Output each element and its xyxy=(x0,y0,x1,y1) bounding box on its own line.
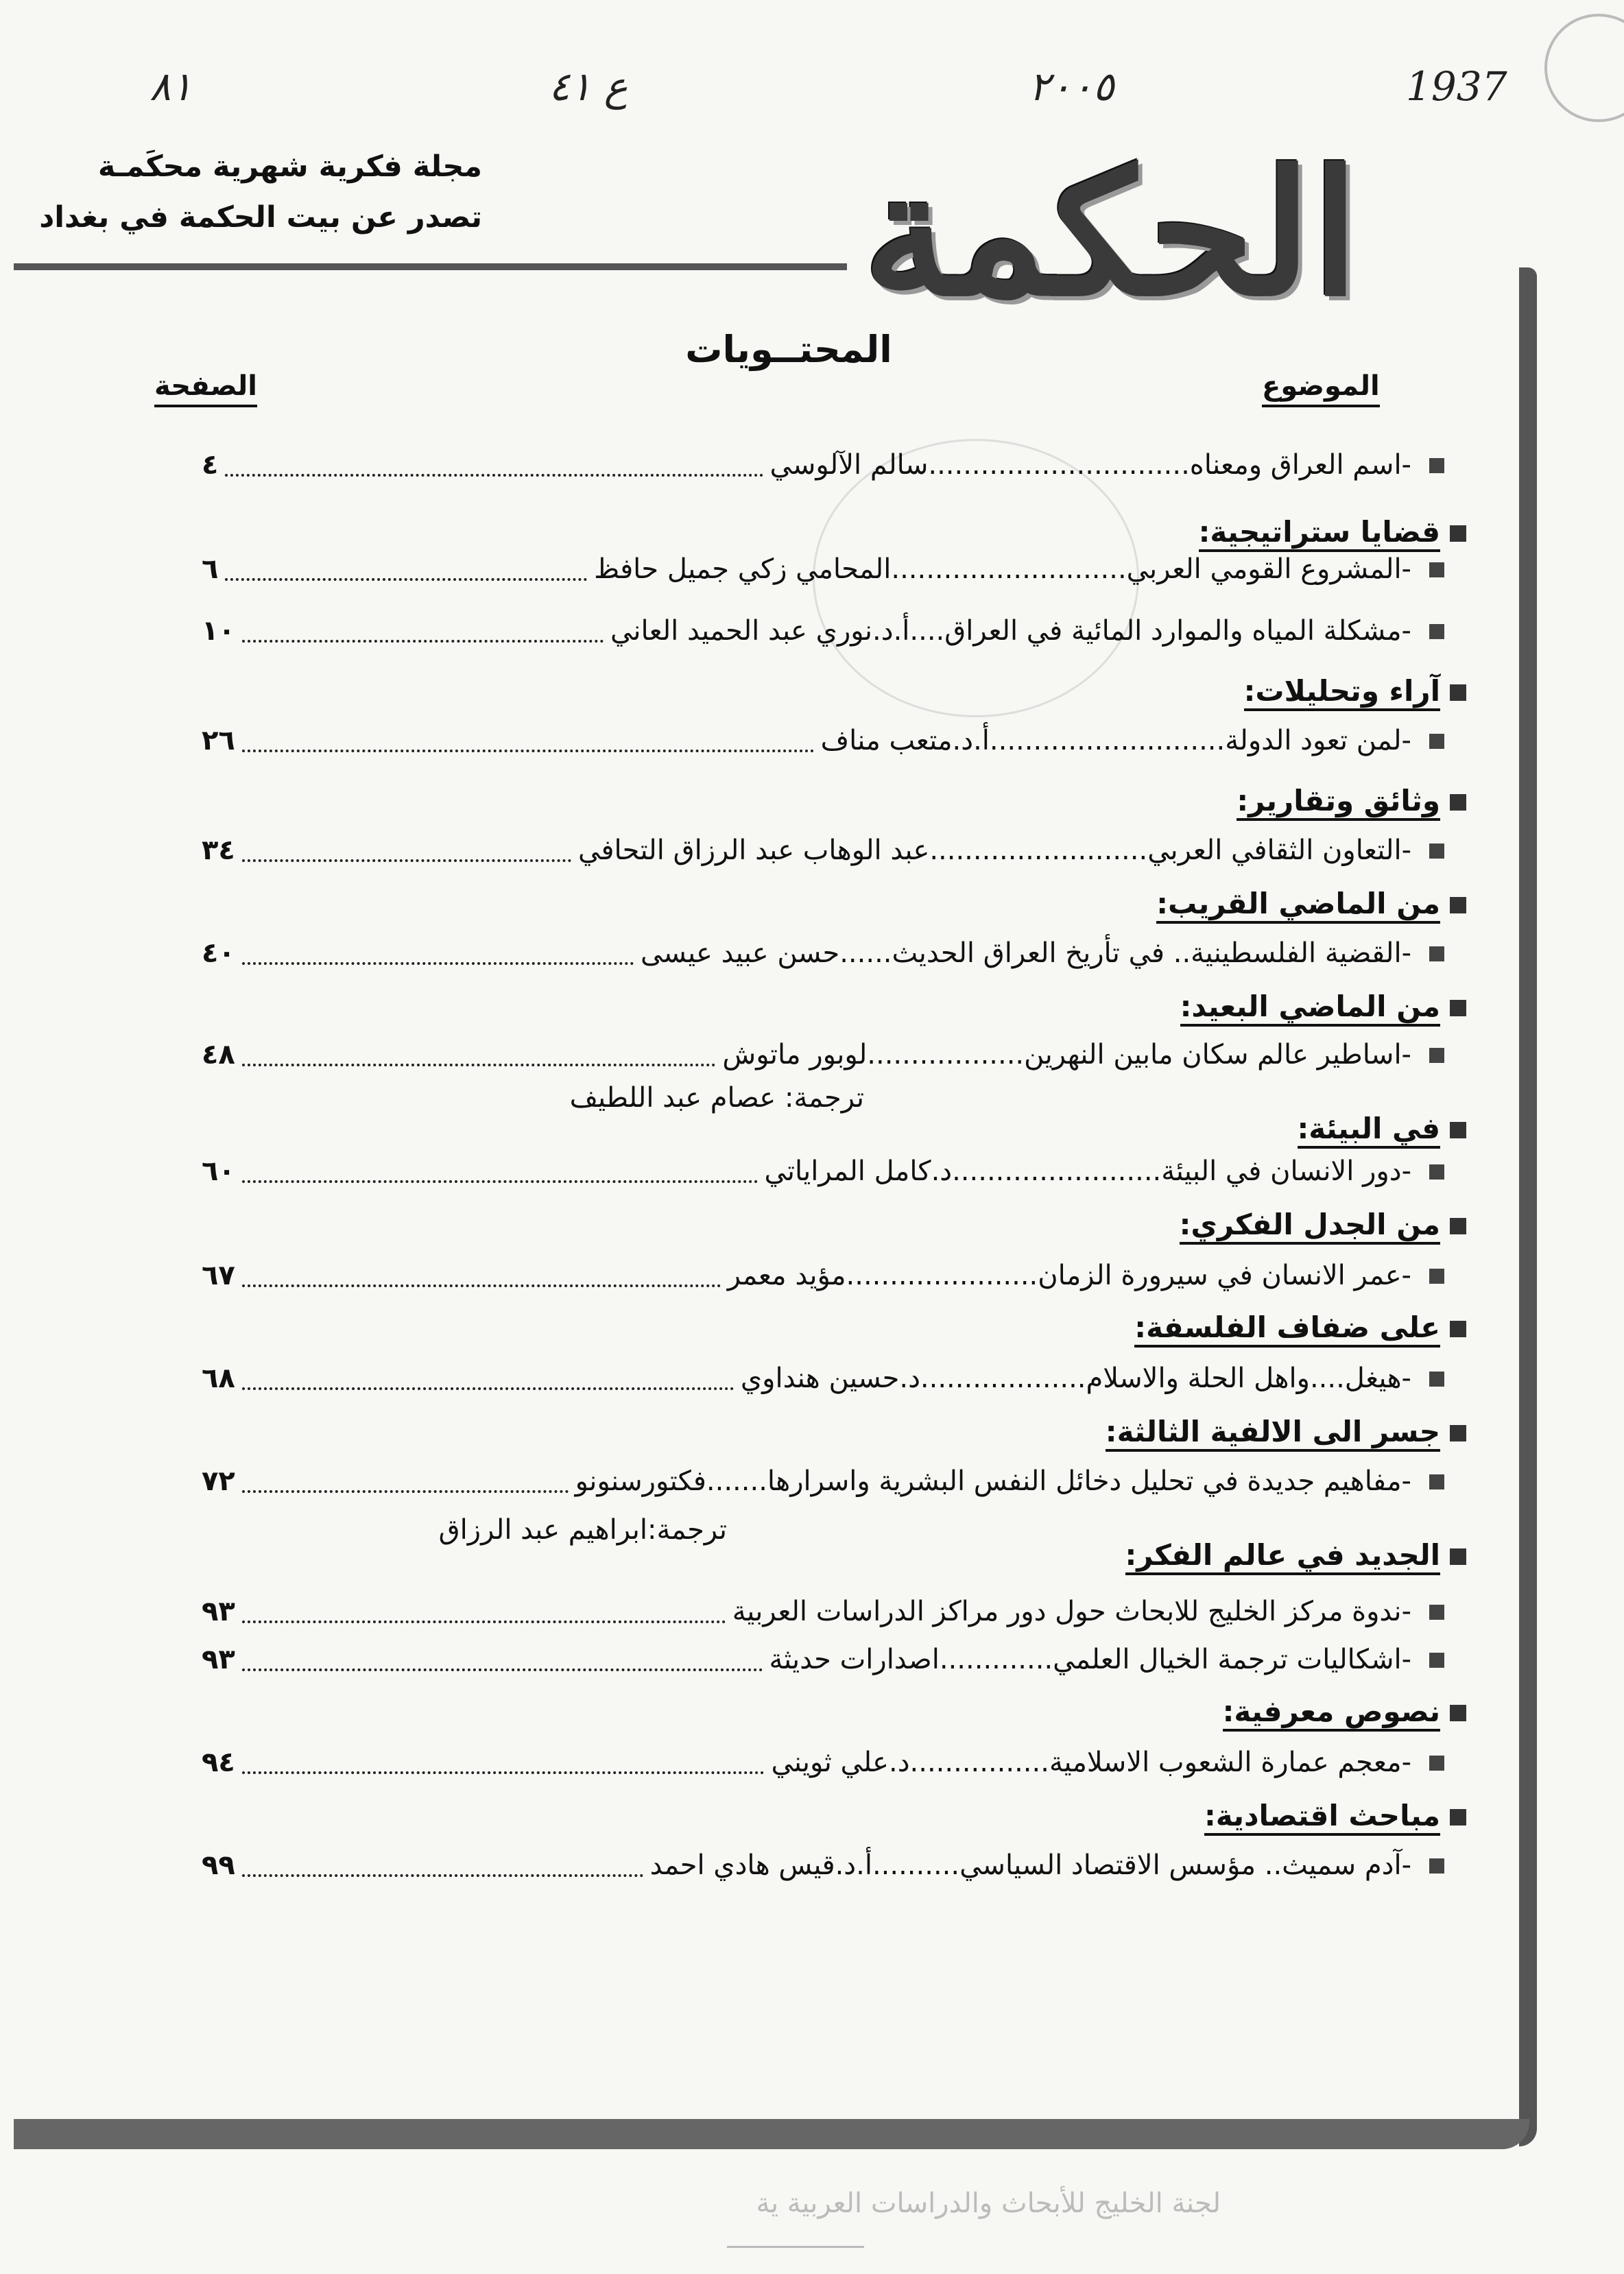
section-bullet xyxy=(1450,1000,1466,1016)
section-bullet xyxy=(1450,1548,1466,1565)
frame-bottom xyxy=(14,2119,1529,2149)
section-label: من الماضي البعيد: xyxy=(1180,990,1440,1027)
leader-dots xyxy=(242,1751,765,1774)
toc-entry[interactable] xyxy=(198,1639,1418,1680)
section-bullet xyxy=(1450,1122,1466,1138)
entry-text: -المشروع القومي العربي...........................المحامي زكي جميل حافظ xyxy=(594,553,1411,585)
entry-bullet xyxy=(1429,624,1444,639)
section-label: قضايا ستراتيجية: xyxy=(1199,515,1440,552)
section-label: الجديد في عالم الفكر: xyxy=(1125,1538,1441,1575)
leader-dots xyxy=(225,453,763,477)
handwritten-left-number: ٨١ xyxy=(150,63,193,110)
toc-entry[interactable] xyxy=(198,1255,1418,1296)
entry-bullet xyxy=(1429,458,1444,473)
toc-entry[interactable] xyxy=(198,1358,1418,1399)
entry-page-number: ٦٨ xyxy=(202,1363,235,1394)
entry-bullet xyxy=(1429,1164,1444,1180)
leader-dots xyxy=(242,1160,758,1183)
bleed-through-line xyxy=(727,2246,864,2248)
section-heading xyxy=(1204,1797,1466,1838)
section-heading xyxy=(1199,513,1466,554)
leader-dots xyxy=(242,1367,734,1390)
section-heading xyxy=(1237,782,1466,823)
section-bullet xyxy=(1450,525,1466,542)
entry-text: -مشكلة المياه والموارد المائية في العراق....أ.د.نوري عبد الحميد العاني xyxy=(610,615,1411,647)
leader-dots xyxy=(242,1470,569,1493)
entry-bullet xyxy=(1429,1756,1444,1771)
entry-bullet xyxy=(1429,1605,1444,1620)
leader-dots xyxy=(242,1648,763,1671)
leader-dots xyxy=(242,1600,726,1623)
entry-text: -اشكاليات ترجمة الخيال العلمي.............اصدارات حديثة xyxy=(769,1644,1411,1675)
masthead-logo: الحكمة xyxy=(863,132,1359,334)
translator-line: ترجمة: عصام عبد اللطيف xyxy=(569,1082,864,1114)
toc-entry[interactable] xyxy=(198,830,1418,871)
entry-text: -القضية الفلسطينية.. في تأريخ العراق الحديث......حسن عبيد عيسى xyxy=(640,937,1411,969)
section-label: من الجدل الفكري: xyxy=(1180,1208,1440,1245)
section-label: في البيئة: xyxy=(1298,1112,1440,1149)
column-page-header: الصفحة xyxy=(154,370,257,407)
entry-bullet xyxy=(1429,1858,1444,1874)
leader-dots xyxy=(225,558,587,581)
section-heading xyxy=(1125,1536,1467,1577)
handwritten-code: 1937 xyxy=(1406,63,1507,110)
toc-entry[interactable] xyxy=(198,444,1418,486)
entry-text: -دور الانسان في البيئة........................د.كامل المراياتي xyxy=(764,1156,1411,1187)
entry-page-number: ٢٦ xyxy=(202,725,235,756)
entry-page-number: ٦٧ xyxy=(202,1260,235,1291)
entry-text: -آدم سميث.. مؤسس الاقتصاد السياسي..........أ.د.قيس هادي احمد xyxy=(649,1850,1411,1881)
toc-entry[interactable] xyxy=(198,720,1418,761)
section-heading xyxy=(1180,988,1466,1029)
section-bullet xyxy=(1450,794,1466,811)
entry-page-number: ١٠ xyxy=(202,615,235,647)
section-bullet xyxy=(1450,1425,1466,1441)
translator-line: ترجمة:ابراهيم عبد الرزاق xyxy=(438,1514,727,1546)
column-topic-header: الموضوع xyxy=(1262,370,1380,407)
leader-dots xyxy=(242,1854,643,1877)
entry-text: -مفاهيم جديدة في تحليل دخائل النفس البشرية واسرارها.......فكتورسنونو xyxy=(575,1465,1411,1497)
entry-page-number: ٤٨ xyxy=(202,1039,235,1070)
entry-page-number: ٦٠ xyxy=(202,1156,235,1187)
section-heading xyxy=(1106,1413,1466,1454)
toc-entry[interactable] xyxy=(198,1461,1418,1502)
toc-entry[interactable] xyxy=(198,933,1418,974)
section-bullet xyxy=(1450,1321,1466,1337)
leader-dots xyxy=(242,942,634,965)
leader-dots xyxy=(242,839,571,862)
entry-page-number: ٤٠ xyxy=(202,937,235,969)
entry-bullet xyxy=(1429,1269,1444,1284)
entry-text: -لمن تعود الدولة...........................أ.د.متعب مناف xyxy=(820,725,1411,756)
leader-dots xyxy=(242,619,604,643)
entry-text: -التعاون الثقافي العربي.........................عبد الوهاب عبد الرزاق التحافي xyxy=(578,835,1411,866)
toc-entry[interactable] xyxy=(198,1845,1418,1886)
toc-title: المحتــويات xyxy=(685,328,892,371)
toc-entry[interactable] xyxy=(198,1151,1418,1192)
subtitle-line-2: تصدر عن بيت الحكمة في بغداد xyxy=(39,200,482,235)
stamp-circle xyxy=(1544,14,1624,122)
entry-bullet xyxy=(1429,562,1444,577)
entry-text: -اساطير عالم سكان مابين النهرين..................لوبور ماتوش xyxy=(722,1039,1411,1070)
section-bullet xyxy=(1450,1705,1466,1721)
leader-dots xyxy=(242,1043,716,1066)
toc-entry[interactable] xyxy=(198,549,1418,590)
entry-page-number: ٣٤ xyxy=(202,835,235,866)
entry-page-number: ٩٤ xyxy=(202,1747,235,1778)
entry-page-number: ٦ xyxy=(202,553,219,585)
entry-bullet xyxy=(1429,1474,1444,1489)
section-label: مباحث اقتصادية: xyxy=(1204,1799,1440,1836)
toc-entry[interactable] xyxy=(198,1034,1418,1075)
entry-text: -هيغل....واهل الحلة والاسلام...................د.حسين هنداوي xyxy=(740,1363,1411,1394)
subtitle-line-1: مجلة فكرية شهرية محكَمـة xyxy=(97,149,482,184)
section-bullet xyxy=(1450,1218,1466,1234)
entry-text: -معجم عمارة الشعوب الاسلامية................د.علي ثويني xyxy=(771,1747,1411,1778)
toc-entry[interactable] xyxy=(198,1591,1418,1632)
entry-text: -ندوة مركز الخليج للابحاث حول دور مراكز الدراسات العربية xyxy=(732,1596,1411,1627)
entry-page-number: ٩٣ xyxy=(202,1596,235,1627)
section-label: وثائق وتقارير: xyxy=(1237,784,1440,821)
section-bullet xyxy=(1450,684,1466,701)
leader-dots xyxy=(242,1264,721,1287)
section-heading xyxy=(1298,1110,1466,1151)
handwritten-year: ٢٠٠٥ xyxy=(1029,63,1114,110)
entry-bullet xyxy=(1429,1653,1444,1668)
toc-entry[interactable] xyxy=(198,610,1418,651)
section-heading xyxy=(1156,885,1466,926)
toc-entry[interactable] xyxy=(198,1742,1418,1783)
section-label: نصوص معرفية: xyxy=(1223,1695,1440,1732)
leader-dots xyxy=(242,729,814,752)
section-heading xyxy=(1134,1308,1466,1350)
entry-bullet xyxy=(1429,1372,1444,1387)
section-bullet xyxy=(1450,897,1466,913)
section-label: آراء وتحليلات: xyxy=(1244,674,1440,711)
entry-page-number: ٤ xyxy=(202,449,219,481)
entry-text: -عمر الانسان في سيرورة الزمان......................مؤيد معمر xyxy=(727,1260,1411,1291)
section-bullet xyxy=(1450,1809,1466,1826)
entry-page-number: ٩٣ xyxy=(202,1644,235,1675)
entry-bullet xyxy=(1429,1048,1444,1063)
section-heading xyxy=(1244,672,1466,713)
section-label: على ضفاف الفلسفة: xyxy=(1134,1310,1440,1348)
entry-bullet xyxy=(1429,734,1444,749)
entry-page-number: ٩٩ xyxy=(202,1850,235,1881)
entry-bullet xyxy=(1429,946,1444,961)
frame-right xyxy=(1519,267,1537,2146)
entry-text: -اسم العراق ومعناه..............................سالم الآلوسي xyxy=(769,449,1411,481)
section-heading xyxy=(1180,1206,1466,1247)
bleed-through-text: لجنة الخليج للأبحاث والدراسات العربية ية xyxy=(756,2188,1221,2219)
frame-top xyxy=(14,263,847,270)
section-heading xyxy=(1223,1692,1466,1734)
handwritten-issue: ع ٤١ xyxy=(549,63,628,110)
section-label: من الماضي القريب: xyxy=(1156,887,1440,924)
entry-bullet xyxy=(1429,843,1444,859)
entry-page-number: ٧٢ xyxy=(202,1465,235,1497)
section-label: جسر الى الالفية الثالثة: xyxy=(1106,1415,1440,1452)
